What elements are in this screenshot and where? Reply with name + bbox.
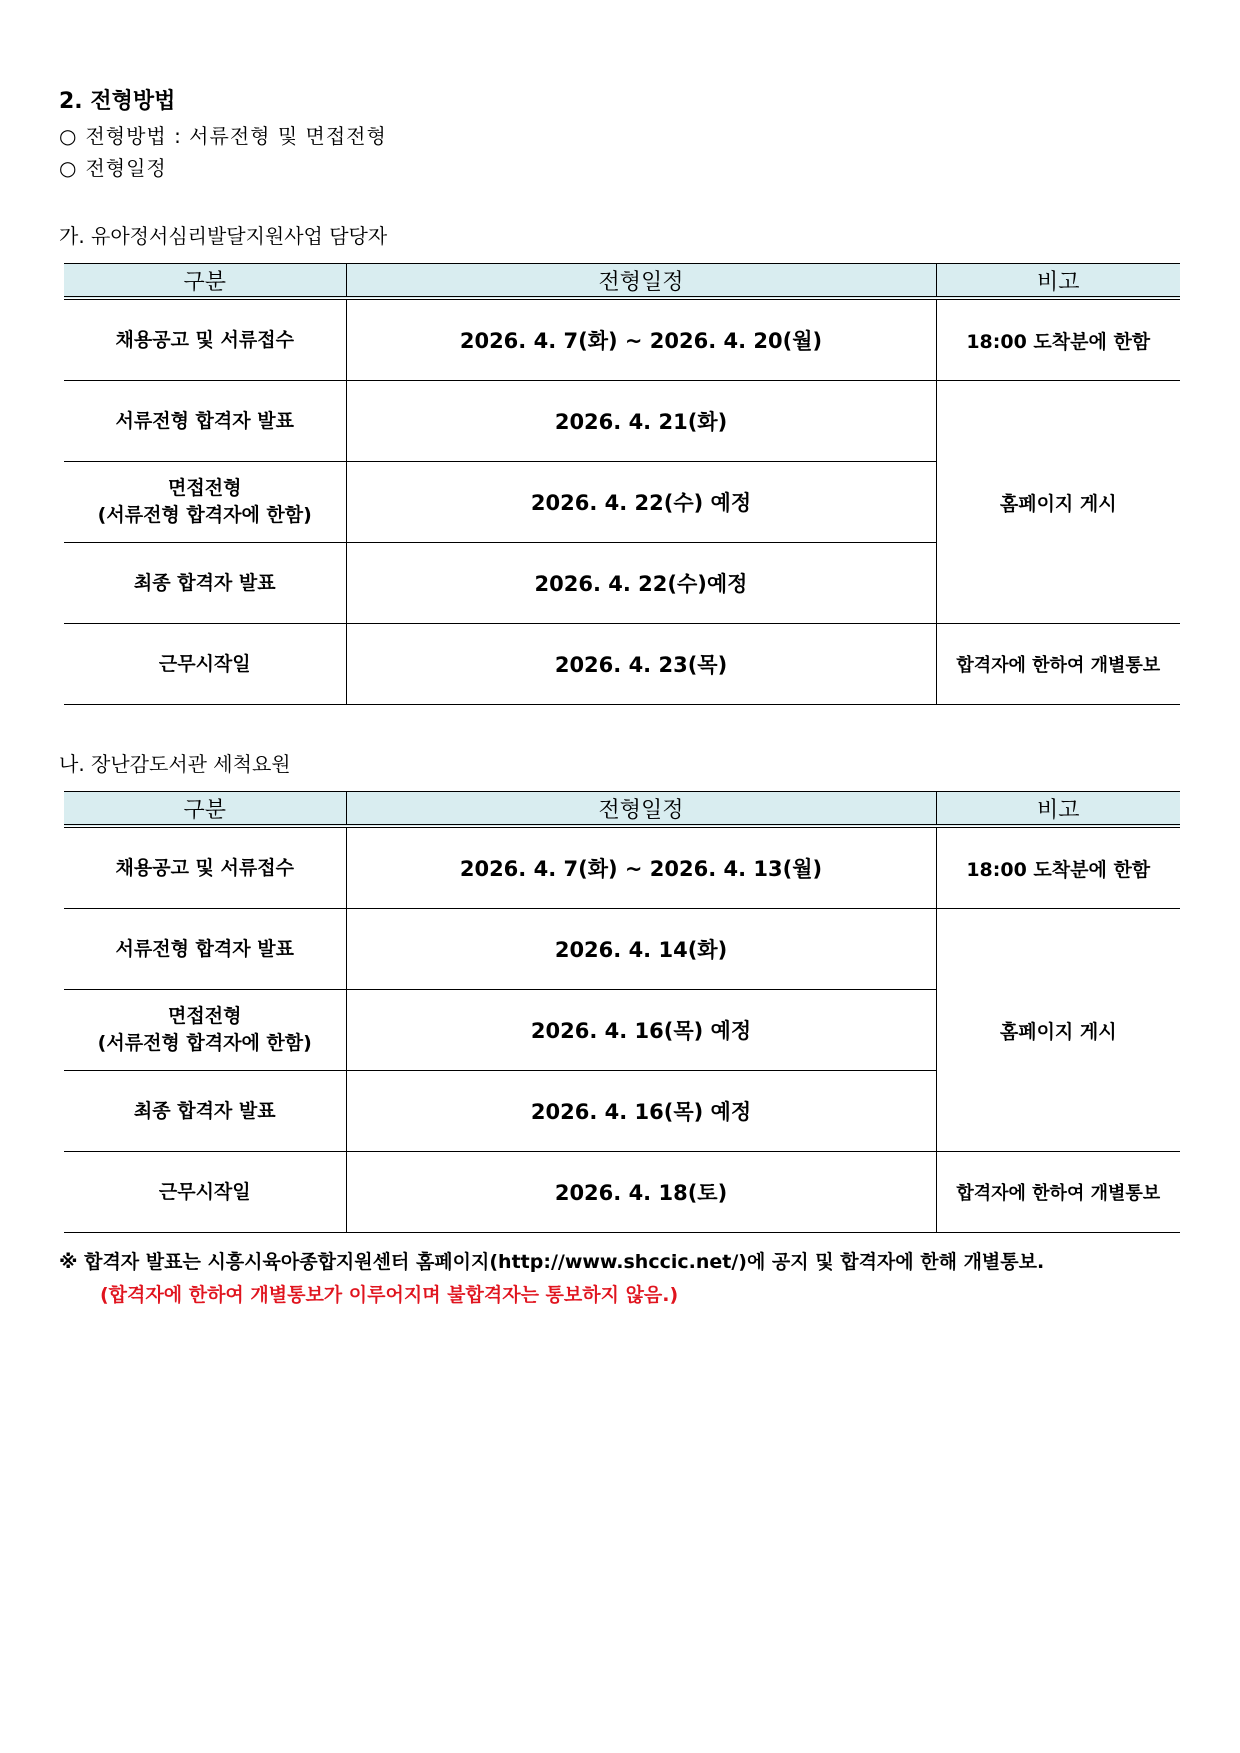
footnote-warning: (합격자에 한하여 개별통보가 이루어지며 불합격자는 통보하지 않음.)	[100, 1284, 679, 1306]
bullet-method	[59, 120, 387, 149]
stage-main: 면접전형	[168, 477, 242, 499]
header-remarks: 비고	[936, 792, 1180, 827]
stage-sub: (서류전형 합격자에 한함)	[97, 1032, 312, 1054]
table-row	[64, 298, 1180, 381]
stage-cell: 서류전형 합격자 발표	[64, 909, 346, 990]
stage-cell: 최종 합격자 발표	[64, 543, 346, 624]
date-cell: 2026. 4. 23(목)	[346, 624, 936, 705]
bullet-mark: ○	[59, 156, 78, 180]
stage-main: 면접전형	[168, 1005, 242, 1027]
note-cell: 합격자에 한하여 개별통보	[936, 1152, 1180, 1233]
note-cell: 합격자에 한하여 개별통보	[936, 624, 1180, 705]
date-cell: 2026. 4. 16(목) 예정	[346, 990, 936, 1071]
table-b-heading: 나. 장난감도서관 세척요원	[59, 752, 291, 776]
table-row	[64, 381, 1180, 462]
stage-cell: 근무시작일	[64, 1152, 346, 1233]
stage-cell: 채용공고 및 서류접수	[64, 826, 346, 909]
footnote: ※ 합격자 발표는 시흥시육아종합지원센터 홈페이지(http://www.shccic.net/)에 공지 및 합격자에 한해 개별통보.	[59, 1251, 1045, 1273]
date-cell: 2026. 4. 22(수)예정	[346, 543, 936, 624]
note-cell: 18:00 도착분에 한함	[936, 826, 1180, 909]
stage-cell	[64, 990, 346, 1071]
header-schedule: 전형일정	[346, 264, 936, 299]
date-cell: 2026. 4. 7(화) ~ 2026. 4. 20(월)	[346, 298, 936, 381]
table-row	[64, 1152, 1180, 1233]
table-header-row	[64, 792, 1180, 827]
stage-cell: 서류전형 합격자 발표	[64, 381, 346, 462]
schedule-table-b	[64, 791, 1180, 1233]
merged-note-cell: 홈페이지 게시	[936, 909, 1180, 1152]
stage-cell: 채용공고 및 서류접수	[64, 298, 346, 381]
merged-note-cell: 홈페이지 게시	[936, 381, 1180, 624]
table-header-row	[64, 264, 1180, 299]
bullet-text: 전형일정	[85, 156, 167, 180]
table-row	[64, 624, 1180, 705]
header-schedule: 전형일정	[346, 792, 936, 827]
note-cell: 18:00 도착분에 한함	[936, 298, 1180, 381]
date-cell: 2026. 4. 18(토)	[346, 1152, 936, 1233]
stage-cell	[64, 462, 346, 543]
date-cell: 2026. 4. 16(목) 예정	[346, 1071, 936, 1152]
table-a-heading: 가. 유아정서심리발달지원사업 담당자	[59, 224, 388, 248]
header-category: 구분	[64, 792, 346, 827]
stage-sub: (서류전형 합격자에 한함)	[97, 504, 312, 526]
schedule-table-a	[64, 263, 1180, 705]
date-cell: 2026. 4. 14(화)	[346, 909, 936, 990]
date-cell: 2026. 4. 21(화)	[346, 381, 936, 462]
date-cell: 2026. 4. 22(수) 예정	[346, 462, 936, 543]
bullet-schedule	[59, 152, 167, 181]
table-row	[64, 909, 1180, 990]
section-title: 2. 전형방법	[59, 89, 176, 114]
bullet-text: 전형방법 : 서류전형 및 면접전형	[85, 124, 387, 148]
bullet-mark: ○	[59, 124, 78, 148]
header-category: 구분	[64, 264, 346, 299]
stage-cell: 근무시작일	[64, 624, 346, 705]
stage-cell: 최종 합격자 발표	[64, 1071, 346, 1152]
date-cell: 2026. 4. 7(화) ~ 2026. 4. 13(월)	[346, 826, 936, 909]
header-remarks: 비고	[936, 264, 1180, 299]
table-row	[64, 826, 1180, 909]
